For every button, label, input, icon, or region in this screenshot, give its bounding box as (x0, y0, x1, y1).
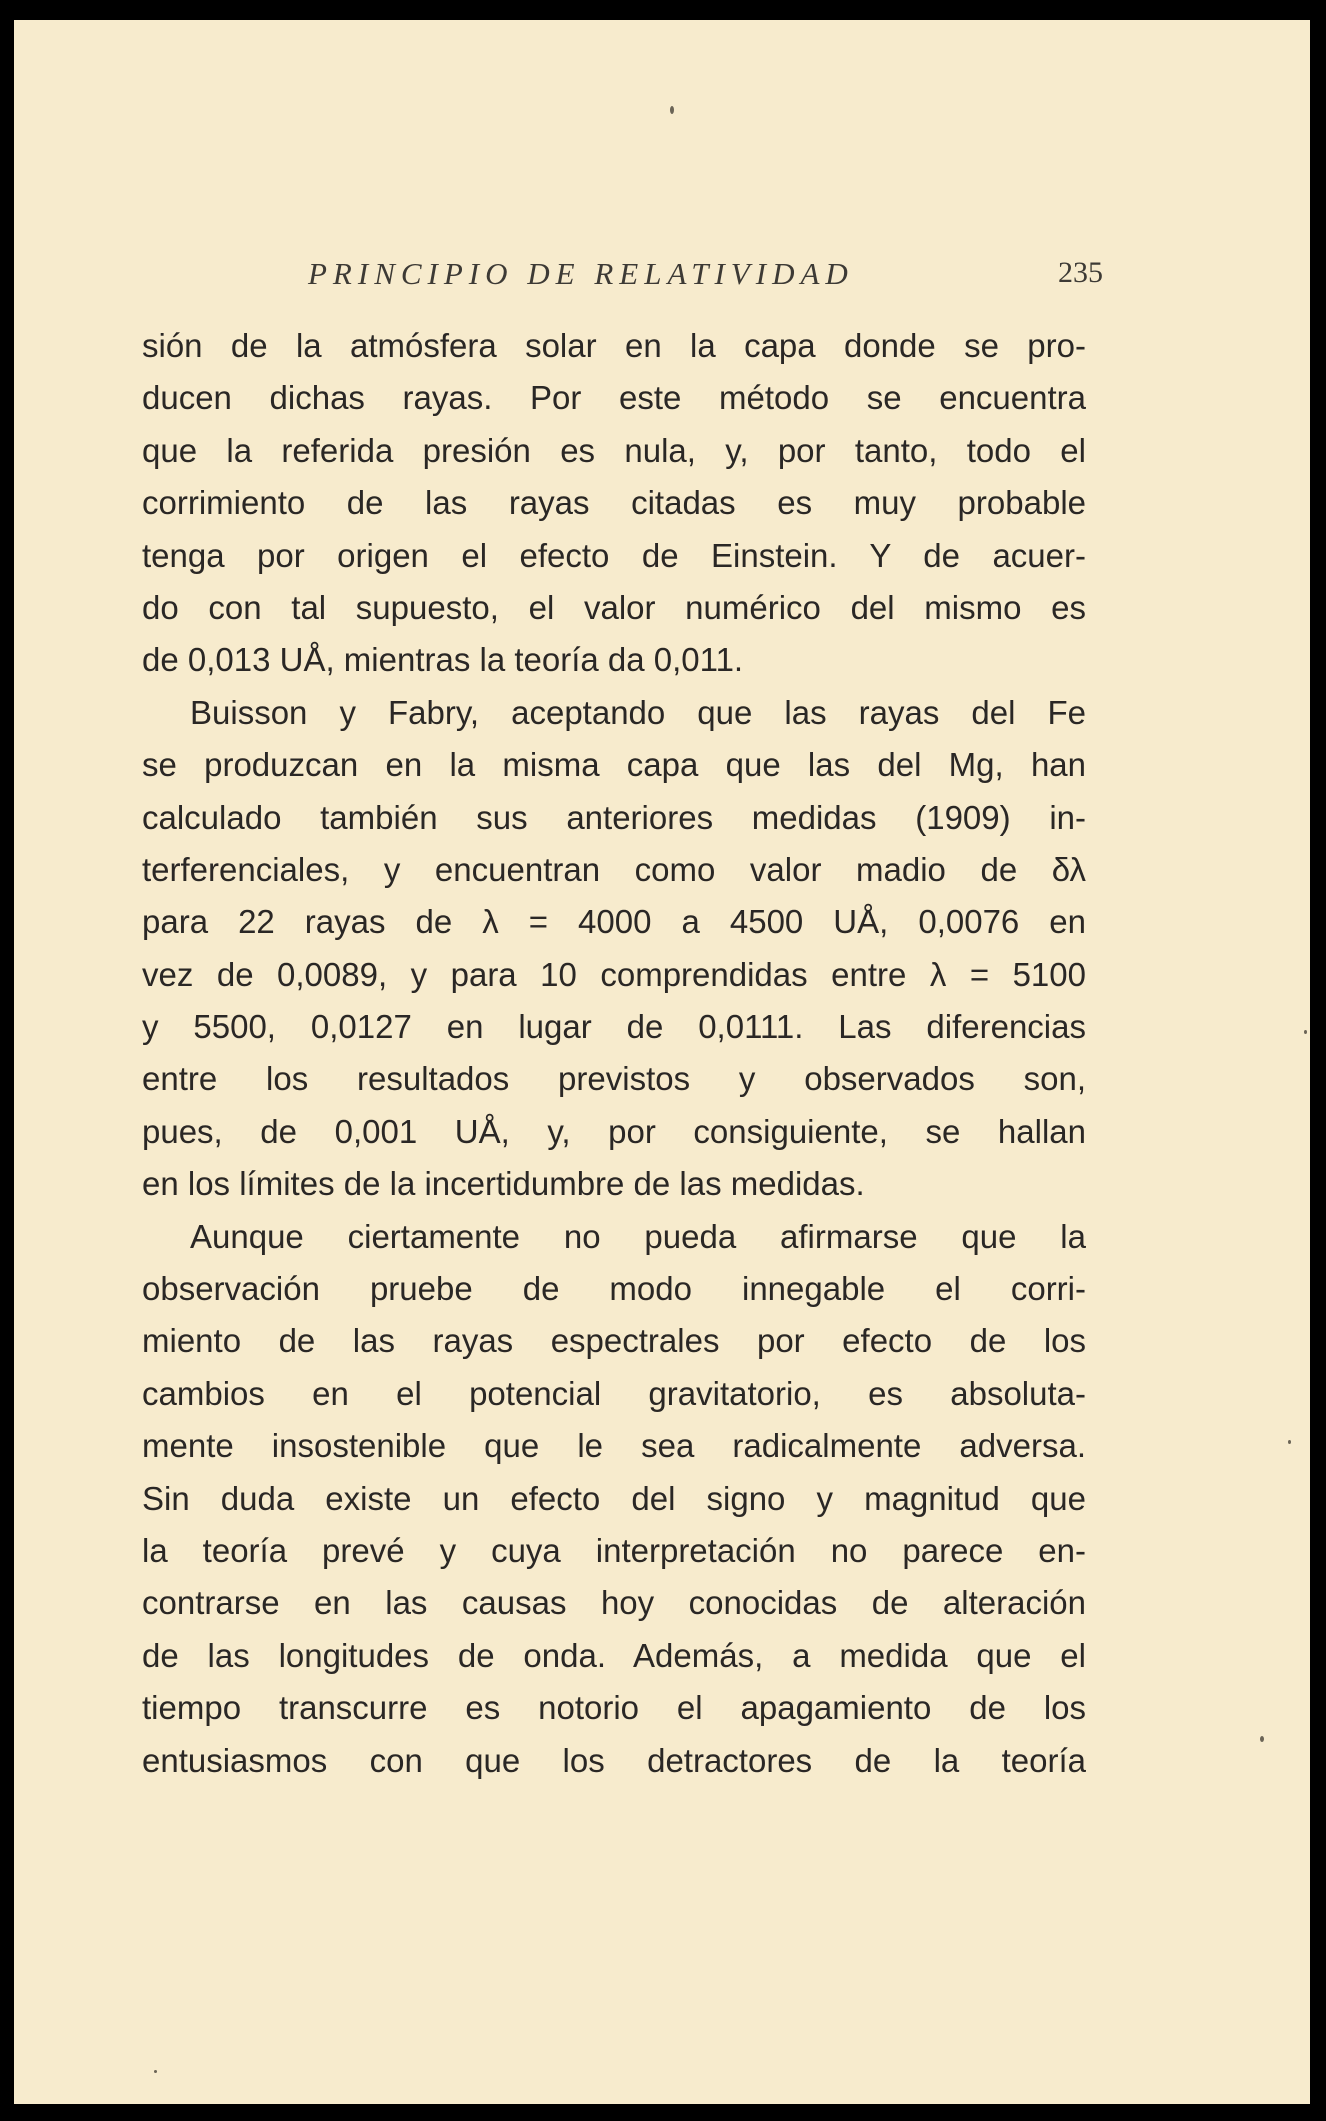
text-line: terferenciales, y encuentran como valor madio de δλ (142, 850, 1086, 888)
text-line: y 5500, 0,0127 en lugar de 0,0111. Las diferencias (142, 1008, 1086, 1046)
text-line: ducen dichas rayas. Por este método se encuentra (142, 379, 1086, 417)
page-number: 235 (1058, 256, 1103, 289)
text-line: sión de la atmósfera solar en la capa donde se pro- (142, 327, 1086, 364)
text-line: para 22 rayas de λ = 4000 a 4500 UÅ, 0,0076 en (142, 903, 1086, 941)
text-line: pues, de 0,001 UÅ, y, por consiguiente, se hallan (142, 1112, 1086, 1150)
page-speck (1288, 1440, 1291, 1444)
text-line: cambios en el potencial gravitatorio, es absoluta- (142, 1374, 1086, 1412)
text-line: mente insostenible que le sea radicalmente adversa. (142, 1427, 1086, 1465)
text-line: tiempo transcurre es notorio el apagamiento de los (142, 1689, 1086, 1727)
text-line: corrimiento de las rayas citadas es muy probable (142, 484, 1086, 522)
paragraph-1 (142, 320, 1086, 687)
text-line: Sin duda existe un efecto del signo y magnitud que (142, 1479, 1086, 1517)
running-title: PRINCIPIO DE RELATIVIDAD (308, 256, 854, 291)
book-page (14, 20, 1310, 2104)
text-line: la teoría prevé y cuya interpretación no parece en- (142, 1531, 1086, 1569)
text-line: en los límites de la incertidumbre de las medidas. (142, 1165, 865, 1203)
page-speck (670, 106, 674, 114)
text-line: contrarse en las causas hoy conocidas de alteración (142, 1584, 1086, 1622)
text-line: Aunque ciertamente no pueda afirmarse que la (190, 1217, 1086, 1255)
text-line: vez de 0,0089, y para 10 comprendidas entre λ = 5100 (142, 955, 1086, 993)
text-line: entusiasmos con que los detractores de la teoría (142, 1741, 1086, 1779)
text-line: se produzcan en la misma capa que las del Mg, han (142, 746, 1086, 784)
text-line: calculado también sus anteriores medidas (1909) in- (142, 798, 1086, 836)
text-line: miento de las rayas espectrales por efecto de los (142, 1322, 1086, 1360)
page-speck (1260, 1736, 1264, 1742)
body-text (142, 320, 1086, 1787)
paragraph-2 (142, 687, 1086, 1211)
text-line: do con tal supuesto, el valor numérico del mismo es (142, 588, 1086, 626)
paragraph-3 (142, 1211, 1086, 1787)
text-line: de 0,013 UÅ, mientras la teoría da 0,011. (142, 641, 744, 679)
page-speck (1304, 1030, 1307, 1034)
text-line: observación pruebe de modo innegable el corri- (142, 1270, 1086, 1308)
page-speck (154, 2070, 157, 2073)
text-line: tenga por origen el efecto de Einstein. Y de acuer- (142, 536, 1086, 574)
text-line: de las longitudes de onda. Además, a medida que el (142, 1636, 1086, 1674)
text-line: que la referida presión es nula, y, por tanto, todo el (142, 431, 1086, 469)
text-line: Buisson y Fabry, aceptando que las rayas del Fe (190, 693, 1086, 731)
text-line: entre los resultados previstos y observados son, (142, 1060, 1086, 1098)
page-header (14, 256, 1310, 296)
